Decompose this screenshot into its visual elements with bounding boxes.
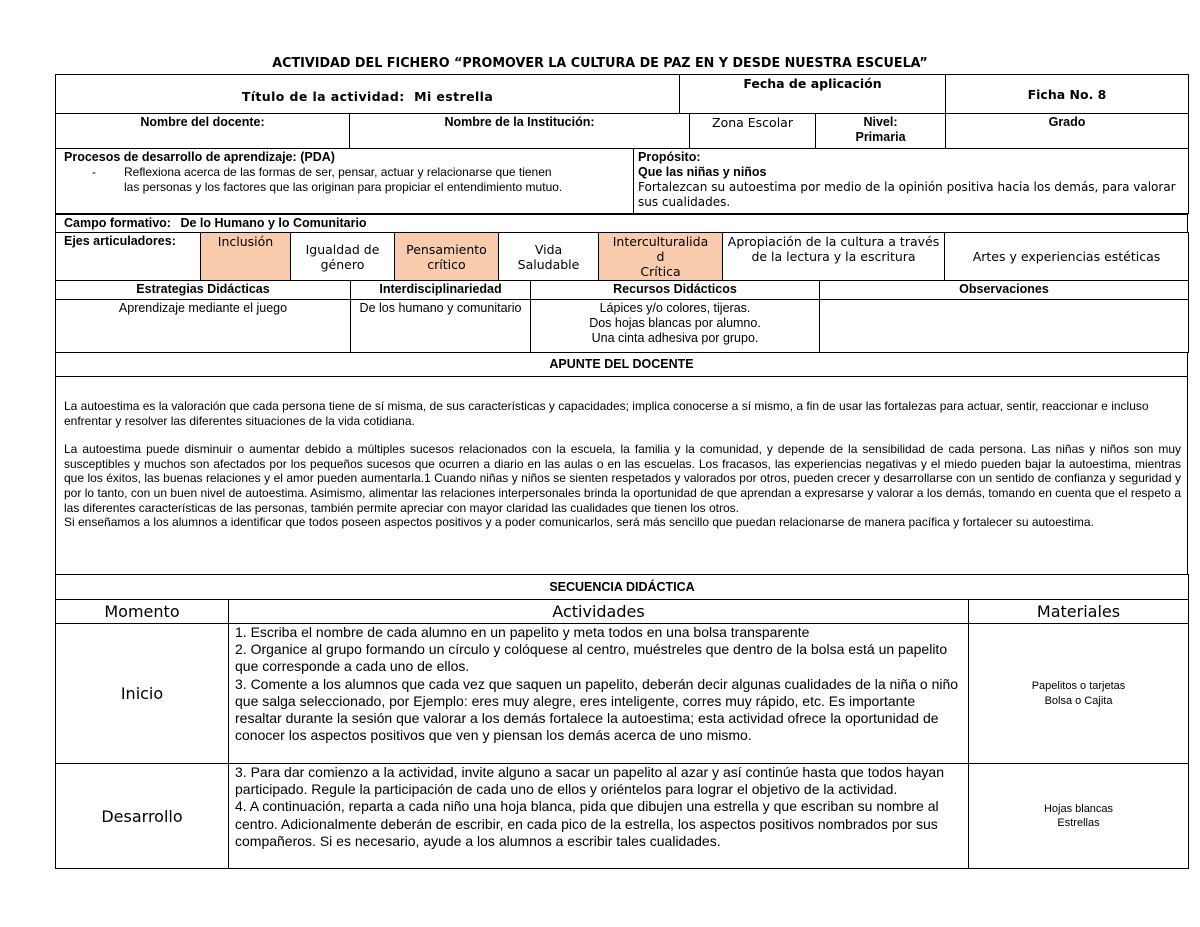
observaciones-label: Observaciones [820,281,1189,300]
secuencia-label: SECUENCIA DIDÁCTICA [56,575,1189,600]
recursos-line: Dos hojas blancas por alumno. [589,316,761,330]
activity-title [56,75,680,114]
campo-cell [56,215,1188,233]
eje-pensamiento: Pensamiento crítico [395,233,499,281]
eje-interculturalidad-line: d [656,249,665,264]
activity-item: 4. A continuación, reparta a cada niño una hoja blanca, pida que dibujen una estrella y que escriban su nombre al centro. Adicionalmente deberán de escribir, en cada pico de la estrella, los aspectos positivos nombrados por sus compañeros. Si es necesario, ayude a los alumnos a escribir tales cualidades. [235,798,939,849]
docente-label: Nombre del docente: [56,114,350,149]
title-row [55,74,1188,114]
pda-item-line-1: - Reflexiona acerca de las formas de ser, pensar, actuar y relacionarse que tienen [124,165,552,179]
material-item: Papelitos o tarjetas [1031,679,1126,692]
eje-artes: Artes y experiencias estéticas [945,233,1189,281]
recursos-value [531,300,820,353]
activity-item: 1. Escriba el nombre de cada alumno en un papelito y meta todos en una bolsa transparente [235,624,810,640]
apunte-row [55,352,1188,575]
ejes-row [55,232,1188,281]
pda-item-line-2: las personas y los factores que las originan para propiciar el entendimiento mutuo. [124,180,563,194]
ficha-label: Ficha No. 8 [946,75,1189,114]
activity-item: 3. Comente a los alumnos que cada vez que saquen un papelito, deberán decir algunas cualidades de la niña o niño que salga seleccionado, por Ejemplo: eres muy alegre, eres inteligente, corres muy rápido, etc. Es importante resaltar durante la sesión que valorar a los demás fortalece la autoestima; esta actividad ofrece la oportunidad de conocer los aspectos positivos que ven y piensan los demás acerca de uno mismo. [235,675,959,744]
proposito-cell [634,149,1189,214]
document-heading: ACTIVIDAD DEL FICHERO “PROMOVER LA CULTURA DE PAZ EN Y DESDE NUESTRA ESCUELA” [272,56,928,71]
interdisciplinariedad-label: Interdisciplinariedad [351,281,531,300]
activity-item: 3. Para dar comienzo a la actividad, invite alguno a sacar un papelito al azar y así continúe hasta que todos hayan participado. Regule la participación de cada uno de ellos y oriéntelos para lograr el objetivo de la actividad. [235,764,945,798]
institucion-label: Nombre de la Institución: [350,114,690,149]
apunte-label: APUNTE DEL DOCENTE [56,353,1188,377]
activity-title-value: Mi estrella [414,89,494,104]
desarrollo-materials [969,764,1189,869]
apunte-paragraph: Si enseñamos a los alumnos a identificar que todos poseen aspectos positivos y a poder comunicarlos, será más sencillo que puedan relacionarse de manera pacífica y fortalecer su autoestima. [64,515,1094,530]
eje-vida: Vida Saludable [499,233,599,281]
desarrollo-activities [229,764,969,869]
proposito-label: Propósito: [638,150,701,164]
eje-inclusion: Inclusión [201,233,291,281]
inicio-activities [229,624,969,764]
eje-interculturalidad-line: Crítica [640,264,681,279]
proposito-sub: Que las niñas y niños [638,165,767,179]
apunte-paragraph: La autoestima es la valoración que cada persona tiene de sí misma, de sus características y capacidades; implica conocerse a sí mismo, a fin de usar las fortalezas para actuar, sentir, reaccionar e incluso enfrentar y resolver las diferentes situaciones de la vida cotidiana. [64,399,1149,428]
eje-interculturalidad [599,233,723,281]
eje-apropiacion: Apropiación de la cultura a través de la lectura y la escritura [723,233,945,281]
desarrollo-label: Desarrollo [56,764,229,869]
docente-row [55,113,1188,149]
secuencia-section [55,574,1188,869]
zona-label: Zona Escolar [690,114,816,149]
observaciones-value [820,300,1189,353]
estrategias-label: Estrategias Didácticas [56,281,351,300]
campo-label: Campo formativo: [64,216,171,230]
recursos-line: Una cinta adhesiva por grupo. [591,331,759,345]
ejes-label: Ejes articuladores: [56,233,201,281]
nivel-value: Primaria [855,130,906,144]
apunte-paragraph: La autoestima puede disminuir o aumentar debido a múltiples sucesos relacionados con la escuela, la familia y la comunidad, y depende de la sensibilidad de cada persona. Las niñas y niños son muy susceptibles y muchos son afectados por los pequeños sucesos que ocurren a diario en las aulas o en las escuelas. Los fracasos, las experiencias negativas y el miedo pueden bajar la autoestima, mientras que los éxitos, las buenas relaciones y el amor pueden aumentarla.1 Cuando niñas y niños se sienten respetados y valorados por otros, pueden crecer y desarrollarse con un sentido de confianza y seguridad y por lo tanto, con un buen nivel de autoestima. Asimismo, alimentar las relaciones interpersonales brinda la oportunidad de que aprendan a expresarse y valorar a los demás, tomando en cuenta que el respeto a las diferentes características de las personas, también permite apreciar con mayor claridad las cualidades que tienen los otros. [64,442,1181,515]
nivel-cell [816,114,946,149]
inicio-materials [969,624,1189,764]
activity-title-label: Título de la actividad: [241,89,405,104]
pda-row [55,148,1188,214]
campo-row [55,214,1188,233]
apunte-body [56,377,1188,575]
momento-header: Momento [56,600,229,624]
fecha-label: Fecha de aplicación [680,75,946,114]
recursos-line: Lápices y/o colores, tijeras. [599,301,751,315]
campo-value: De lo Humano y lo Comunitario [180,216,367,230]
activity-item: 2. Organice al grupo formando un círculo y colóquese al centro, muéstreles que dentro de la bolsa está un papelito que corresponde a cada uno de ellos. [235,641,948,675]
interdisciplinariedad-value: De los humano y comunitario [351,300,531,353]
eje-igualdad: Igualdad de género [291,233,395,281]
proposito-text: Fortalezcan su autoestima por medio de la opinión positiva hacia los demás, para valorar sus cualidades. [638,180,1176,209]
actividades-header: Actividades [229,600,969,624]
material-item: Bolsa o Cajita [1044,694,1113,707]
materiales-header: Materiales [969,600,1189,624]
nivel-label: Nivel: [863,115,898,129]
inicio-label: Inicio [56,624,229,764]
pda-item [124,165,629,195]
grado-label: Grado [946,114,1189,149]
pda-cell [56,149,634,214]
recursos-label: Recursos Didácticos [531,281,820,300]
estrategias-value: Aprendizaje mediante el juego [56,300,351,353]
estrategias-row [55,280,1188,353]
pda-label: Procesos de desarrollo de aprendizaje: (PDA) [64,150,335,164]
material-item: Hojas blancas [1043,803,1114,815]
material-item: Estrellas [1057,817,1100,829]
eje-interculturalidad-line: Interculturalida [612,234,709,249]
